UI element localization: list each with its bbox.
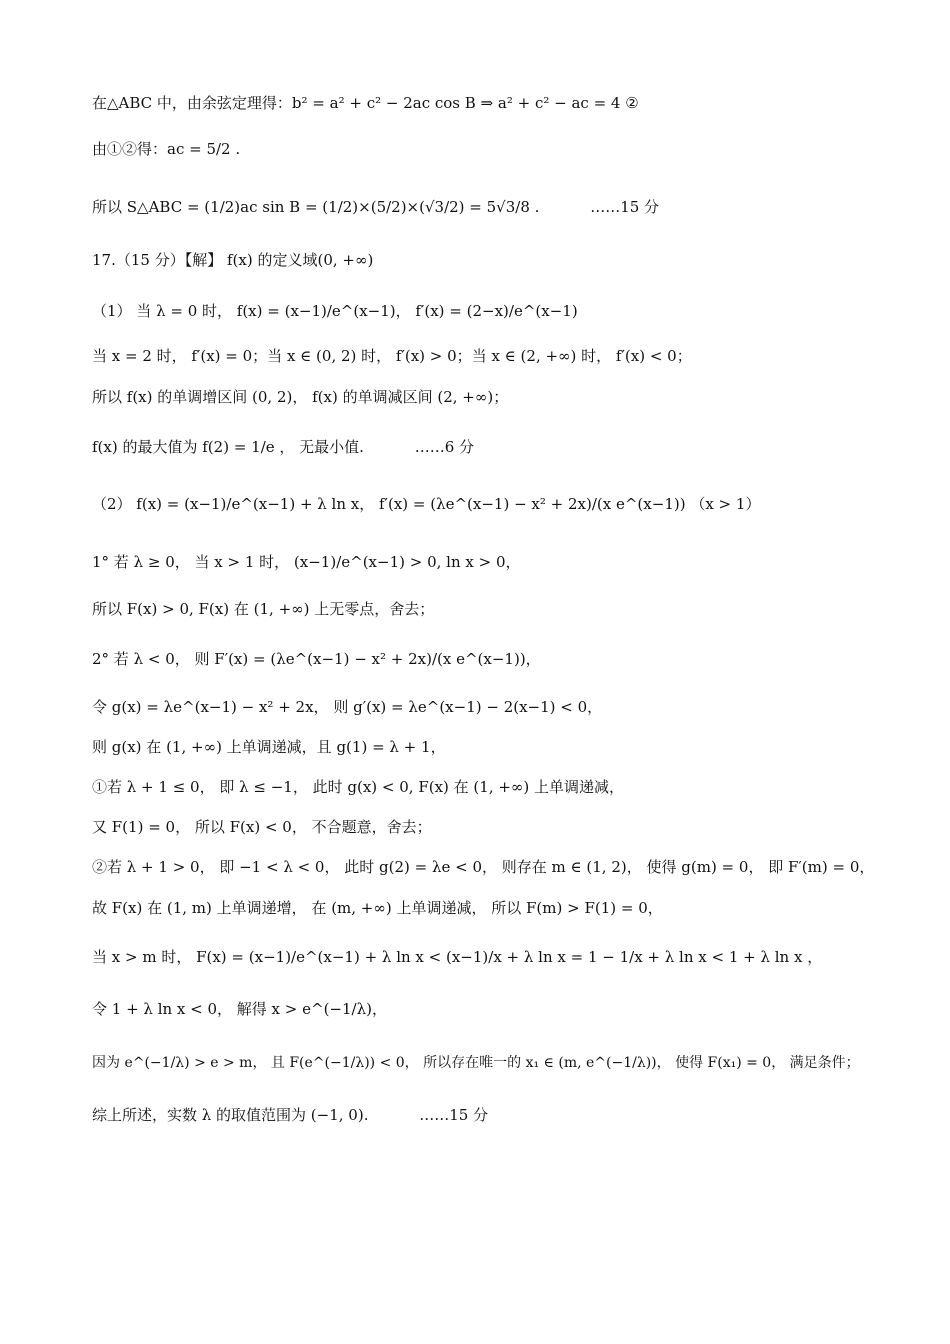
text-line [92,897,663,919]
text-segment: 则 g(x) 在 (1, +∞) 上单调递减，且 g(1) = λ + 1， [92,738,446,756]
score-note: ……15 分 [590,198,660,216]
text-line [92,946,822,968]
text-segment: f(x) 的最大值为 f(2) = 1/e ， 无最小值. [92,438,364,456]
text-segment: （1） 当 λ = 0 时， f(x) = (x−1)/e^(x−1)， f′(x) = (2−x)/e^(x−1) [92,302,578,320]
text-line [92,92,639,114]
text-line [92,1052,860,1074]
text-segment: 故 F(x) 在 (1, m) 上单调递增， 在 (m, +∞) 上单调递减， 所以 F(m) > F(1) = 0， [92,899,663,917]
problem-heading [92,249,373,271]
text-segment: 所以 S△ABC = (1/2)ac sin B = (1/2)×(5/2)×(√3/2) = 5√3/8 . [92,198,540,216]
text-segment: ①若 λ + 1 ≤ 0， 即 λ ≤ −1， 此时 g(x) < 0, F(x) 在 (1, +∞) 上单调递减， [92,778,625,796]
text-segment: 综上所述，实数 λ 的取值范围为 (−1, 0). [92,1106,369,1124]
text-line [92,648,541,670]
text-segment: 令 1 + λ ln x < 0， 解得 x > e^(−1/λ)， [92,1000,387,1018]
text-line [92,598,434,620]
text-line [92,816,432,838]
text-segment: 令 g(x) = λe^(x−1) − x² + 2x， 则 g′(x) = λe^(x−1) − 2(x−1) < 0， [92,698,603,716]
text-line [92,196,659,218]
text-line [92,998,387,1020]
text-segment: 由①②得：ac = 5/2 . [92,140,241,158]
text-segment: 17.（15 分）【解】 f(x) 的定义域(0, +∞) [92,251,374,269]
text-segment: 1° 若 λ ≥ 0， 当 x > 1 时， (x−1)/e^(x−1) > 0, ln x > 0， [92,553,521,571]
text-segment: 因为 e^(−1/λ) > e > m， 且 F(e^(−1/λ)) < 0， 所以存在唯一的 x₁ ∈ (m, e^(−1/λ))， 使得 F(x₁) = 0， 满足条件； [92,1055,860,1071]
text-segment: 2° 若 λ < 0， 则 F′(x) = (λe^(x−1) − x² + 2x)/(x e^(x−1))， [92,650,541,668]
text-segment: 当 x > m 时， F(x) = (x−1)/e^(x−1) + λ ln x < (x−1)/x + λ ln x = 1 − 1/x + λ ln x < 1 + λ ln x ， [92,948,823,966]
text-segment: 所以 f(x) 的单调增区间 (0, 2)， f(x) 的单调减区间 (2, +∞)； [92,388,509,406]
text-line [92,300,578,322]
text-line [92,493,760,515]
text-line [92,551,520,573]
text-line [92,736,446,758]
text-segment: （2） f(x) = (x−1)/e^(x−1) + λ ln x， f′(x) = (λe^(x−1) − x² + 2x)/(x e^(x−1)) （x > 1） [92,495,761,513]
text-line [92,776,624,798]
text-line [92,138,240,160]
score-note: ……6 分 [414,438,475,456]
text-line [92,436,474,458]
text-segment: ②若 λ + 1 > 0， 即 −1 < λ < 0， 此时 g(2) = λe < 0， 则存在 m ∈ (1, 2)， 使得 g(m) = 0， 即 F′(m) = 0， [92,858,875,876]
text-segment: 所以 F(x) > 0, F(x) 在 (1, +∞) 上无零点，舍去； [92,600,435,618]
text-line [92,696,602,718]
text-line [92,856,874,878]
text-segment: 在△ABC 中，由余弦定理得：b² = a² + c² − 2ac cos B ⇒ a² + c² − ac = 4 ② [92,94,639,112]
text-segment: 又 F(1) = 0， 所以 F(x) < 0， 不合题意，舍去； [92,818,432,836]
text-line [92,1104,488,1126]
text-line [92,386,508,408]
score-note: ……15 分 [419,1106,489,1124]
text-segment: 当 x = 2 时， f′(x) = 0；当 x ∈ (0, 2) 时， f′(x) > 0；当 x ∈ (2, +∞) 时， f′(x) < 0； [92,347,692,365]
text-line [92,345,692,367]
